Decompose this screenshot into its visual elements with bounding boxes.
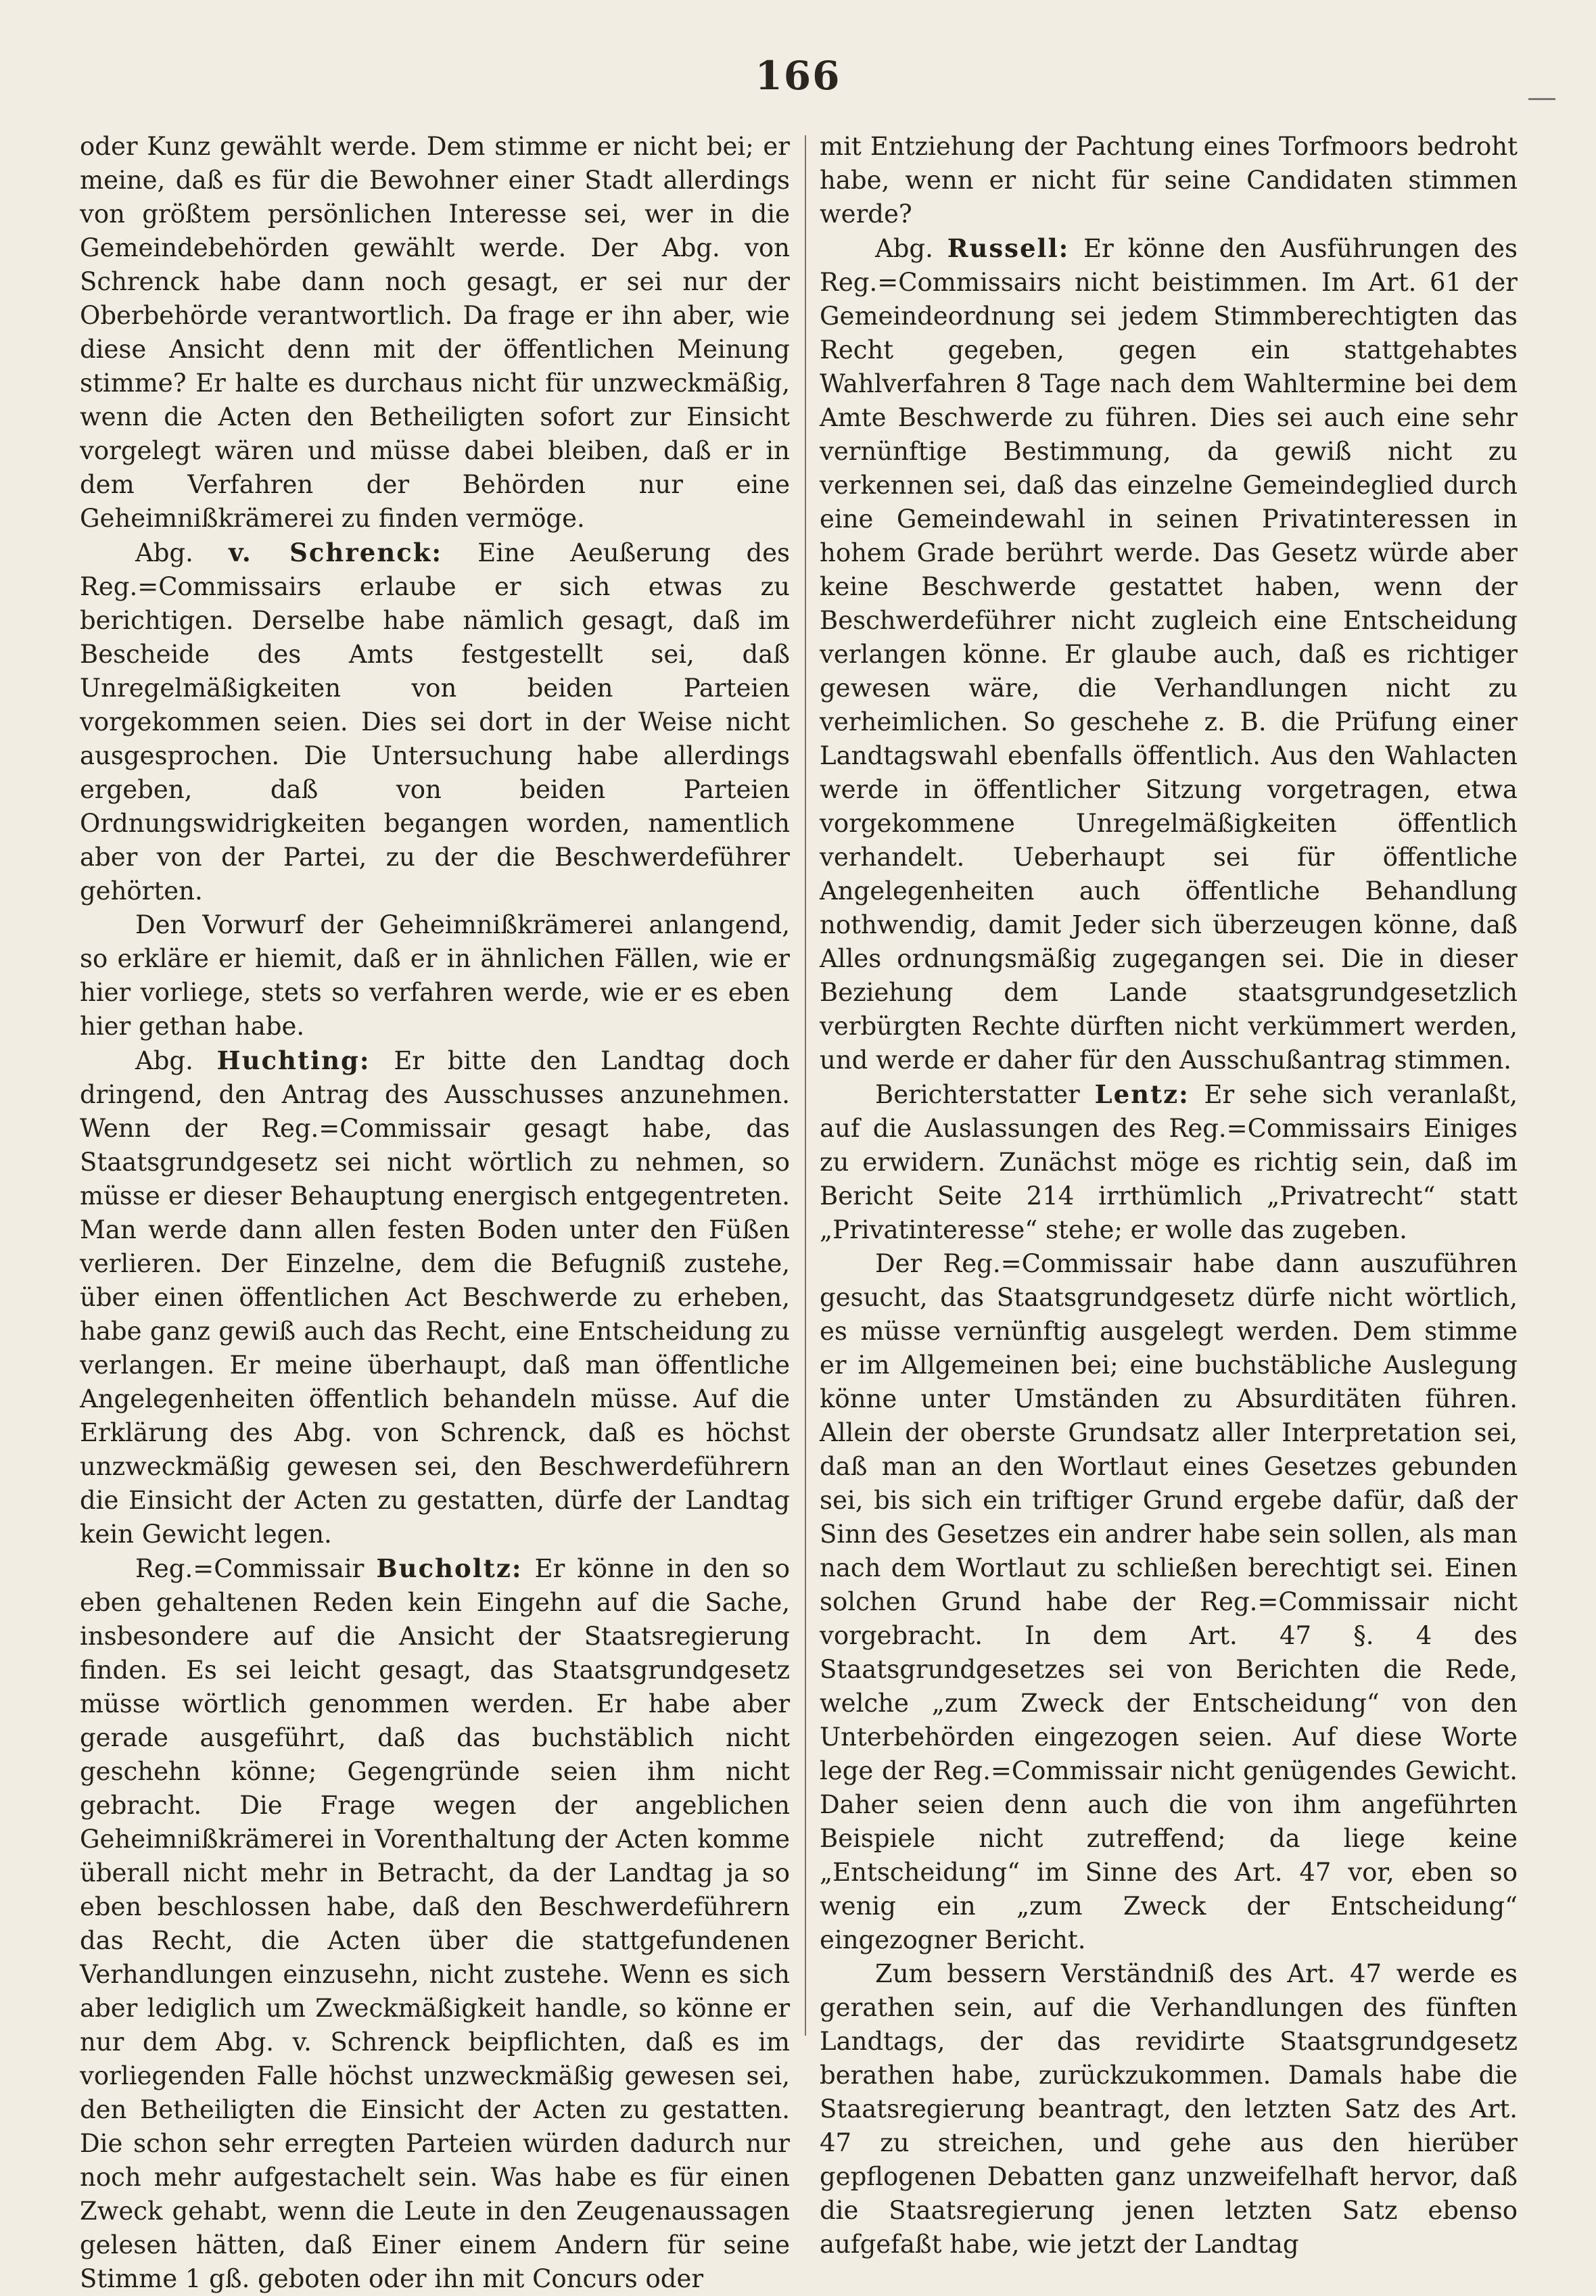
paragraph xyxy=(820,130,1518,231)
paragraph xyxy=(820,1247,1518,1957)
paragraph-text: Er könne in den so eben gehaltenen Reden kein Eingehn auf die Sache, insbesondere auf die Ansicht der Staatsregierung finden. Es sei leicht gesagt, das Staatsgrundgesetz müsse wörtlich genommen werden. Er habe aber gerade ausgeführt, daß das buchstäblich nicht geschehn könne; Gegengründe seien ihm nicht gebracht. Die Frage wegen der angeblichen Geheimnißkrämerei in Vorenthaltung der Acten komme überall nicht mehr in Betracht, da der Landtag ja so eben beschlossen habe, daß den Beschwerdeführern das Recht, die Acten über die stattgefundenen Verhandlungen einzusehn, nicht zustehe. Wenn es sich aber lediglich um Zweckmäßigkeit handle, so könne er nur dem Abg. v. Schrenck beipflichten, daß es im vorliegenden Falle höchst unzweckmäßig gewesen sei, den Betheiligten die Einsicht der Acten zu gestatten. Die schon sehr erregten Parteien würden dadurch nur noch mehr aufgestachelt sein. Was habe es für einen Zweck gehabt, wenn die Leute in den Zeugenaussagen gelesen hätten, daß Einer einem Andern für seine Stimme 1 gß. geboten oder ihn mit Concurs oder xyxy=(80,1554,790,2293)
paragraph-speech xyxy=(80,1044,790,1551)
column-divider xyxy=(805,135,806,2036)
speaker-title: Reg.=Commissair xyxy=(135,1554,365,1583)
paragraph-text: mit Entziehung der Pachtung eines Torfmoors bedroht habe, wenn er nicht für seine Candidaten stimmen werde? xyxy=(820,132,1518,229)
speaker-name: Lentz: xyxy=(1094,1079,1190,1109)
paragraph-text: Zum bessern Verständniß des Art. 47 werde es gerathen sein, auf die Verhandlungen des fünften Landtags, der das revidirte Staatsgrundgesetz berathen habe, zurückzukommen. Damals habe die Staatsregierung beantragt, den letzten Satz des Art. 47 zu streichen, und gehe aus den hierüber gepflogenen Debatten ganz unzweifelhaft hervor, daß die Staatsregierung jenen letzten Satz ebenso aufgefaßt habe, wie jetzt der Landtag xyxy=(820,1959,1518,2259)
paragraph-text: Er könne den Ausführungen des Reg.=Commissairs nicht beistimmen. Im Art. 61 der Gemeindeordnung sei jedem Stimmberechtigten das Recht gegeben, gegen ein stattgehabtes Wahlverfahren 8 Tage nach dem Wahltermine bei dem Amte Beschwerde zu führen. Dies sei auch eine sehr vernünftige Bestimmung, da gewiß nicht zu verkennen sei, daß das einzelne Gemeindeglied durch eine Gemeindewahl in seinen Privatinteressen in hohem Grade berührt werde. Das Gesetz würde aber keine Beschwerde gestattet haben, wenn der Beschwerdeführer nicht zugleich eine Entscheidung verlangen könne. Er glaube auch, daß es richtiger gewesen wäre, die Verhandlungen nicht zu verheimlichen. So geschehe z. B. die Prüfung einer Landtagswahl ebenfalls öffentlich. Aus den Wahlacten werde in öffentlicher Sitzung vorgetragen, etwa vorgekommene Unregelmäßigkeiten öffentlich verhandelt. Ueberhaupt sei für öffentliche Angelegenheiten auch öffentliche Behandlung nothwendig, damit Jeder sich überzeugen könne, daß Alles ordnungsmäßig zugegangen sei. Die in dieser Beziehung dem Lande staatsgrundgesetzlich verbürgten Rechte dürften nicht verkümmert werden, und werde er daher für den Ausschußantrag stimmen. xyxy=(820,234,1518,1075)
speaker-title: Abg. xyxy=(875,234,933,263)
speaker-name: Russell: xyxy=(947,233,1070,263)
paragraph-text: Eine Aeußerung des Reg.=Commissairs erlaube er sich etwas zu berichtigen. Derselbe habe nämlich gesagt, daß im Bescheide des Amts festgestellt sei, daß Unregelmäßigkeiten von beiden Parteien vorgekommen seien. Dies sei dort in der Weise nicht ausgesprochen. Die Untersuchung habe allerdings ergeben, daß von beiden Parteien Ordnungswidrigkeiten begangen worden, namentlich aber von der Partei, zu der die Beschwerdeführer gehörten. xyxy=(80,538,791,906)
paragraph xyxy=(80,908,790,1044)
left-column xyxy=(80,130,791,2293)
paragraph-text: Er sehe sich veranlaßt, auf die Auslassungen des Reg.=Commissairs Einiges zu erwidern. Zunächst möge es richtig sein, daß im Bericht Seite 214 irrthümlich „Privatrecht“ statt „Privatinteresse“ stehe; er wolle das zugeben. xyxy=(820,1080,1518,1244)
margin-mark xyxy=(1528,98,1555,100)
paragraph-text: Den Vorwurf der Geheimnißkrämerei anlangend, so erkläre er hiemit, daß er in ähnlichen Fällen, wie er hier vorliege, stets so verfahren werde, wie er es eben hier gethan habe. xyxy=(80,910,790,1041)
paragraph xyxy=(80,130,790,536)
page-number: 166 xyxy=(755,53,841,99)
paragraph-speech xyxy=(80,536,790,908)
paragraph xyxy=(820,1957,1518,2262)
speaker-name: Bucholtz: xyxy=(376,1553,523,1583)
speaker-title: Berichterstatter xyxy=(875,1080,1080,1109)
paragraph-speech xyxy=(80,1551,790,2296)
paragraph-speech xyxy=(820,231,1518,1077)
paragraph-text: Der Reg.=Commissair habe dann auszuführen gesucht, das Staatsgrundgesetz dürfe nicht wörtlich, es müsse vernünftig ausgelegt werden. Dem stimme er im Allgemeinen bei; eine buchstäbliche Auslegung könne unter Umständen zu Absurditäten führen. Allein der oberste Grundsatz aller Interpretation sei, daß man an den Wortlaut eines Gesetzes gebunden sei, bis sich ein triftiger Grund ergebe dafür, daß der Sinn des Gesetzes ein andrer habe sein sollen, als man nach dem Wortlaut zu schließen berechtigt sei. Einen solchen Grund habe der Reg.=Commissair nicht vorgebracht. In dem Art. 47 §. 4 des Staatsgrundgesetzes sei von Berichten die Rede, welche „zum Zweck der Entscheidung“ von den Unterbehörden eingezogen seien. Auf diese Worte lege der Reg.=Commissair nicht genügendes Gewicht. Daher seien denn auch die von ihm angeführten Beispiele nicht zutreffend; da liege keine „Entscheidung“ im Sinne des Art. 47 vor, eben so wenig ein „zum Zweck der Entscheidung“ eingezogner Bericht. xyxy=(820,1249,1518,1954)
speaker-name: Huchting: xyxy=(216,1046,371,1075)
right-column xyxy=(820,130,1518,2259)
paragraph-text: Er bitte den Landtag doch dringend, den Antrag des Ausschusses anzunehmen. Wenn der Reg.=Commissair gesagt habe, das Staatsgrundgesetz sei nicht wörtlich zu nehmen, so müsse er dieser Behauptung energisch entgegentreten. Man werde dann allen festen Boden unter den Füßen verlieren. Der Einzelne, dem die Befugniß zustehe, über einen öffentlichen Act Beschwerde zu erheben, habe ganz gewiß auch das Recht, eine Entscheidung zu verlangen. Er meine überhaupt, daß man öffentliche Angelegenheiten öffentlich behandeln müsse. Auf die Erklärung des Abg. von Schrenck, daß es höchst unzweckmäßig gewesen sei, den Beschwerdeführern die Einsicht der Acten zu gestatten, dürfe der Landtag kein Gewicht legen. xyxy=(80,1046,791,1549)
speaker-title: Abg. xyxy=(135,538,193,567)
speaker-title: Abg. xyxy=(135,1046,193,1075)
speaker-name: v. Schrenck: xyxy=(229,538,443,567)
paragraph-text: oder Kunz gewählt werde. Dem stimme er nicht bei; er meine, daß es für die Bewohner einer Stadt allerdings von größtem persönlichen Interesse sei, wer in die Gemeindebehörden gewählt werde. Der Abg. von Schrenck habe dann noch gesagt, er sei nur der Oberbehörde verantwortlich. Da frage er ihn aber, wie diese Ansicht denn mit der öffentlichen Meinung stimme? Er halte es durchaus nicht für unzweckmäßig, wenn die Acten den Betheiligten sofort zur Einsicht vorgelegt wären und müsse dabei bleiben, daß er in dem Verfahren der Behörden nur eine Geheimnißkrämerei zu finden vermöge. xyxy=(80,132,790,533)
paragraph-speech xyxy=(820,1077,1518,1247)
